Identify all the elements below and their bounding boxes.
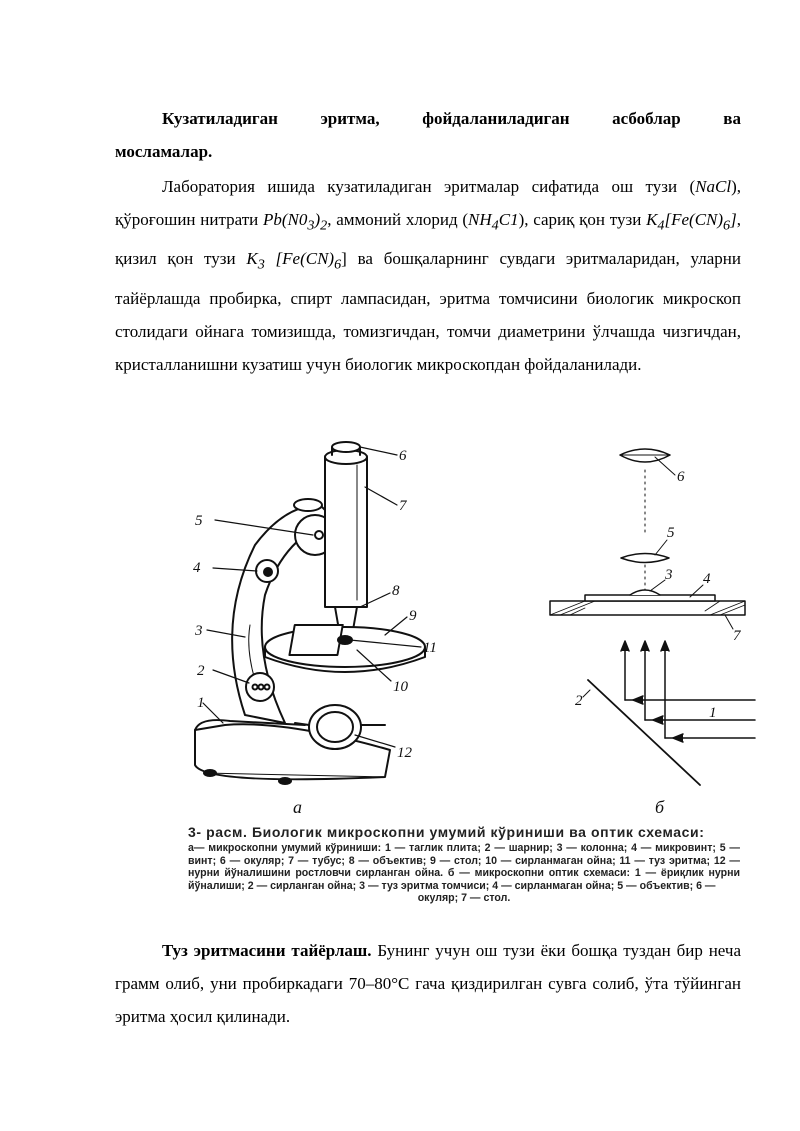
- intro-segment: ), сариқ қон тузи: [518, 210, 647, 229]
- label-b-2: 2: [575, 693, 583, 709]
- formula-part: NH: [468, 210, 492, 229]
- intro-segment: ), қўроғошин нитрати: [115, 177, 741, 229]
- figure-caption: [188, 822, 740, 905]
- section-heading: [115, 102, 741, 168]
- glass-slide: [289, 625, 342, 655]
- intro-text: [115, 170, 741, 381]
- formula-sub: 4: [657, 217, 665, 234]
- label-a-11: 11: [423, 640, 437, 656]
- intro-segment: ] ва бошқаларнинг сувдаги эритмаларидан, уларни тайёрлашда пробирка, спирт лампасидан, эритма томчисини биологик микроскоп столидаги ойнага томизишда, томизгичдан, томчи диаметрини ўлчашда чизгичдан, кристалланишни кузатиш учун биологик микроскопдан фойдаланилади.: [115, 249, 742, 374]
- heading-line-2: мосламалар.: [115, 142, 213, 161]
- preparation-heading: Туз эритмасини тайёрлаш.: [162, 941, 372, 960]
- formula-part: Pb(N0: [263, 210, 308, 229]
- intro-segment: , қизил қон тузи: [115, 210, 741, 269]
- formula-nacl: NaCl: [695, 177, 732, 196]
- label-a-5: 5: [195, 513, 203, 529]
- preparation-body: Бунинг учун ош тузи ёки бошқа туздан бир неча грамм олиб, уни пробиркадаги 70–80°С гача қиздирилган сувга солиб, ўта тўйинган эритма ҳосил қилинади.: [115, 941, 742, 1026]
- caption-title: 3- расм. Биологик микроскопни умумий кўриниши ва оптик схемаси:: [188, 824, 705, 840]
- label-a-7: 7: [399, 498, 407, 514]
- formula-ammonium-chloride: [468, 210, 519, 234]
- label-b-6: 6: [677, 469, 685, 485]
- panel-label-b: б: [655, 797, 665, 817]
- formula-sub: 3: [307, 217, 315, 234]
- formula-part: C1: [498, 210, 519, 229]
- preparation-paragraph: [115, 934, 741, 1033]
- formula-part: [Fe(CN): [664, 210, 724, 229]
- intro-segment: , аммоний хлорид (: [327, 210, 469, 229]
- formula-lead-nitrate: [263, 210, 328, 234]
- label-a-1: 1: [197, 695, 205, 711]
- microscope-figure: [185, 425, 765, 825]
- label-a-8: 8: [392, 583, 400, 599]
- label-b-3: 3: [665, 567, 673, 583]
- label-b-4: 4: [703, 571, 711, 587]
- formula-part: K: [646, 210, 658, 229]
- label-a-2: 2: [197, 663, 205, 679]
- heading-line-1: Кузатиладиган эритма, фойдаланиладиган асбоблар ва: [162, 109, 741, 128]
- preparation-text: [115, 934, 741, 1033]
- label-b-5: 5: [667, 525, 675, 541]
- label-a-9: 9: [409, 608, 417, 624]
- formula-part: ]: [730, 210, 737, 229]
- formula-red-prussiate: [246, 249, 342, 273]
- formula-part: [: [264, 249, 283, 269]
- label-a-6: 6: [399, 448, 407, 464]
- caption-body: [188, 842, 740, 905]
- intro-paragraph: [115, 170, 741, 381]
- caption-body-text: а— микроскопни умумий кўриниши: 1 — таглик плита; 2 — шарнир; 3 — колонна; 4 — микровинт; 5 — винт; 6 — окуляр; 7 — тубус; 8 — объектив; 9 — стол; 10 — сирланмаган ойна; 11 — туз эритма; 12 — нурни йўналишини ростловчи сирланган ойна. б — микроскопни оптик схемаси: 1 — ёриқлик нурни йўналиши; 2 — сирланган ойна; 3 — туз эритма томчиси; 4 — сирланмаган ойна; 5 — объектив; 6 —: [188, 842, 740, 892]
- microscope-tube: [325, 457, 367, 607]
- formula-yellow-prussiate: [646, 210, 737, 234]
- intro-segment: Лаборатория ишида кузатиладиган эритмалар сифатида ош тузи (: [162, 177, 696, 196]
- formula-sub: 4: [491, 217, 499, 234]
- formula-sub: 2: [320, 217, 328, 234]
- formula-part: Fe(CN): [282, 249, 335, 269]
- formula-sub: 3: [257, 256, 265, 273]
- panel-label-a: а: [293, 797, 302, 817]
- label-b-1: 1: [709, 705, 717, 721]
- formula-part: K: [246, 249, 258, 269]
- microscope-stage: [265, 627, 425, 667]
- formula-sub: 6: [723, 217, 731, 234]
- label-a-3: 3: [195, 623, 203, 639]
- label-a-10: 10: [393, 679, 408, 695]
- caption-body-end: окуляр; 7 — стол.: [417, 892, 511, 905]
- formula-part: ): [314, 210, 321, 229]
- label-a-4: 4: [193, 560, 201, 576]
- label-a-12: 12: [397, 745, 412, 761]
- optical-schema: [550, 449, 755, 785]
- label-b-7: 7: [733, 628, 741, 644]
- formula-sub: 6: [334, 256, 342, 273]
